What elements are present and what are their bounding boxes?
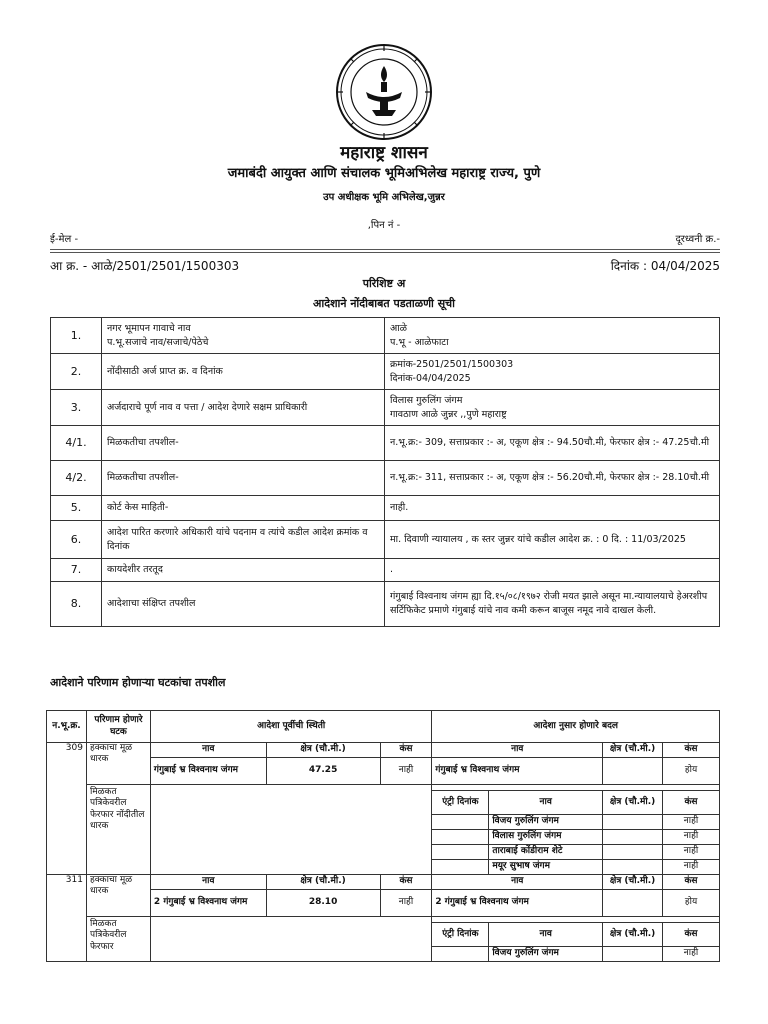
property-number: 311 [47, 875, 87, 962]
page-title: महाराष्ट्र शासन [340, 143, 428, 163]
component-card-label: मिळकत पत्रिकेवरील फेरफार नोंदीतील धारक [86, 785, 150, 875]
card-entry-date [432, 845, 489, 860]
detail-value: . [385, 559, 720, 582]
card-holder-name: मयूर सुभाष जंगम [489, 860, 603, 875]
card-holder-name: विलास गुरुलिंग जंगम [489, 830, 603, 845]
detail-value: आळे प.भू - आळेफाटा [385, 318, 720, 354]
detail-row [51, 390, 720, 426]
detail-label: आदेशाचा संक्षिप्त तपशील [102, 582, 385, 627]
after-holder-area [603, 758, 663, 785]
department-subtitle: जमाबंदी आयुक्त आणि संचालक भूमिअभिलेख महाराष्ट्र राज्य, पुणे [227, 166, 541, 181]
subheader-entry-date: एंट्री दिनांक [432, 791, 489, 815]
card-holder-area [603, 830, 663, 845]
detail-number: 7. [51, 559, 102, 582]
subheader-kans: कंस [663, 743, 720, 758]
card-entry-date [432, 830, 489, 845]
detail-number: 4/2. [51, 461, 102, 496]
subheader-name: नाव [150, 743, 266, 758]
subheader-kans: कंस [663, 923, 720, 947]
affected-components-title: आदेशाने परिणाम होणाऱ्या घटकांचा तपशील [50, 676, 226, 689]
detail-number: 5. [51, 496, 102, 521]
after-holder-kans: होय [663, 890, 720, 917]
detail-label: मिळकतीचा तपशील- [102, 461, 385, 496]
card-holder-kans: नाही [663, 860, 720, 875]
card-entry-date [432, 815, 489, 830]
detail-row [51, 559, 720, 582]
subheader-area: क्षेत्र (चौ.मी.) [603, 743, 663, 758]
detail-number: 1. [51, 318, 102, 354]
card-holder-name: ताराबाई कोंडीराम शेटे [489, 845, 603, 860]
detail-number: 3. [51, 390, 102, 426]
detail-value: न.भू.क्र:- 311, सत्ताप्रकार :- अ, एकूण क्षेत्र :- 56.20चौ.मी, फेरफार क्षेत्र :- 28.10चौ.मी [385, 461, 720, 496]
before-holder-area: 28.10 [266, 890, 380, 917]
detail-value: विलास गुरुलिंग जंगम गावठाण आळे जुन्नर ,,पुणे महाराष्ट्र [385, 390, 720, 426]
detail-row [51, 318, 720, 354]
component-card-label: मिळकत पत्रिकेवरील फेरफार [86, 917, 150, 962]
before-holder-kans: नाही [380, 758, 432, 785]
detail-row [51, 582, 720, 627]
after-holder-area [603, 890, 663, 917]
changes-table-wrapper [46, 710, 720, 990]
pin-code: ,पिन नं - [367, 220, 401, 231]
col-header-property-no: न.भू.क्र. [47, 711, 87, 743]
before-holder-kans: नाही [380, 890, 432, 917]
detail-value: मा. दिवाणी न्यायालय , क स्तर जुन्नर यांचे कडील आदेश क्र. : 0 दि. : 11/03/2025 [385, 521, 720, 559]
card-holder-area [603, 815, 663, 830]
divider [50, 249, 720, 250]
property-number: 309 [47, 743, 87, 875]
card-holder-kans: नाही [663, 815, 720, 830]
detail-row [51, 521, 720, 559]
reference-number: आ क्र. - आळे/2501/2501/1500303 [50, 259, 240, 273]
card-holder-kans: नाही [663, 845, 720, 860]
subheader-area: क्षेत्र (चौ.मी.) [266, 743, 380, 758]
detail-number: 6. [51, 521, 102, 559]
detail-label: नोंदीसाठी अर्ज प्राप्त क्र. व दिनांक [102, 354, 385, 390]
subheader-kans: कंस [380, 743, 432, 758]
detail-label: मिळकतीचा तपशील- [102, 426, 385, 461]
subheader-area: क्षेत्र (चौ.मी.) [603, 875, 663, 890]
detail-row [51, 354, 720, 390]
card-holder-area [603, 860, 663, 875]
component-holder-label: हक्काचा मूळ धारक [86, 743, 150, 785]
col-header-component: परिणाम होणारे घटक [86, 711, 150, 743]
document-date: दिनांक : 04/04/2025 [610, 259, 720, 273]
office-name: उप अधीक्षक भूमि अभिलेख,जुन्नर [323, 192, 445, 203]
changes-table [46, 710, 720, 962]
subheader-area: क्षेत्र (चौ.मी.) [603, 923, 663, 947]
detail-value: नाही. [385, 496, 720, 521]
subheader-area: क्षेत्र (चौ.मी.) [266, 875, 380, 890]
before-holder-name: गंगुबाई भ्र विश्वनाथ जंगम [150, 758, 266, 785]
verification-list-title: आदेशाने नोंदीबाबत पडताळणी सूची [312, 297, 455, 310]
detail-label: अर्जदाराचे पूर्ण नाव व पत्ता / आदेश देणारे सक्षम प्राधिकारी [102, 390, 385, 426]
before-card-empty [150, 917, 431, 962]
detail-label: आदेश पारित करणारे अधिकारी यांचे पदनाम व त्यांचे कडील आदेश क्रमांक व दिनांक [102, 521, 385, 559]
after-holder-kans: होय [663, 758, 720, 785]
detail-label: नगर भूमापन गावाचे नाव प.भू.सजाचे नाव/सजाचे/पेठेचे [102, 318, 385, 354]
maharashtra-emblem-seal [334, 42, 434, 142]
subheader-name: नाव [432, 743, 603, 758]
before-holder-name: 2 गंगुबाई भ्र विश्वनाथ जंगम [150, 890, 266, 917]
card-entry-date [432, 860, 489, 875]
subheader-kans: कंस [380, 875, 432, 890]
card-holder-area [603, 947, 663, 962]
divider [50, 252, 720, 253]
detail-row [51, 426, 720, 461]
details-table [50, 317, 720, 627]
detail-number: 8. [51, 582, 102, 627]
before-holder-area: 47.25 [266, 758, 380, 785]
after-holder-name: गंगुबाई भ्र विश्वनाथ जंगम [432, 758, 603, 785]
col-header-after: आदेशा नुसार होणारे बदल [432, 711, 720, 743]
subheader-name: नाव [489, 791, 603, 815]
detail-value: न.भू.क्र:- 309, सत्ताप्रकार :- अ, एकूण क्षेत्र :- 94.50चौ.मी, फेरफार क्षेत्र :- 47.25चौ.मी [385, 426, 720, 461]
card-holder-area [603, 845, 663, 860]
before-card-empty [150, 785, 431, 875]
subheader-name: नाव [489, 923, 603, 947]
subheader-name: नाव [432, 875, 603, 890]
card-entry-date [432, 947, 489, 962]
detail-number: 4/1. [51, 426, 102, 461]
detail-label: कायदेशीर तरतूद [102, 559, 385, 582]
subheader-entry-date: एंट्री दिनांक [432, 923, 489, 947]
appendix-title: परिशिष्ट अ [362, 277, 406, 290]
card-holder-kans: नाही [663, 830, 720, 845]
subheader-kans: कंस [663, 791, 720, 815]
detail-number: 2. [51, 354, 102, 390]
detail-row [51, 461, 720, 496]
col-header-before: आदेशा पूर्वीची स्थिती [150, 711, 431, 743]
subheader-name: नाव [150, 875, 266, 890]
after-holder-name: 2 गंगुबाई भ्र विश्वनाथ जंगम [432, 890, 603, 917]
subheader-area: क्षेत्र (चौ.मी.) [603, 791, 663, 815]
card-holder-kans: नाही [663, 947, 720, 962]
card-holder-name: विजय गुरुलिंग जंगम [489, 815, 603, 830]
detail-value: गंगुबाई विश्वनाथ जंगम ह्या दि.१५/०८/१९७२ रोजी मयत झाले असून मा.न्यायालयाचे हेअरशीप सर्टिफिकेट प्रमाणे गंगुबाई यांचे नाव कमी करून बाजूस नमूद नावे दाखल केली. [385, 582, 720, 627]
detail-value: क्रमांक-2501/2501/1500303 दिनांक-04/04/2025 [385, 354, 720, 390]
detail-label: कोर्ट केस माहिती- [102, 496, 385, 521]
phone-label: दूरध्वनी क्र.- [675, 234, 720, 245]
detail-row [51, 496, 720, 521]
subheader-kans: कंस [663, 875, 720, 890]
component-holder-label: हक्काचा मूळ धारक [86, 875, 150, 917]
card-holder-name: विजय गुरुलिंग जंगम [489, 947, 603, 962]
email-label: ई-मेल - [50, 234, 79, 245]
